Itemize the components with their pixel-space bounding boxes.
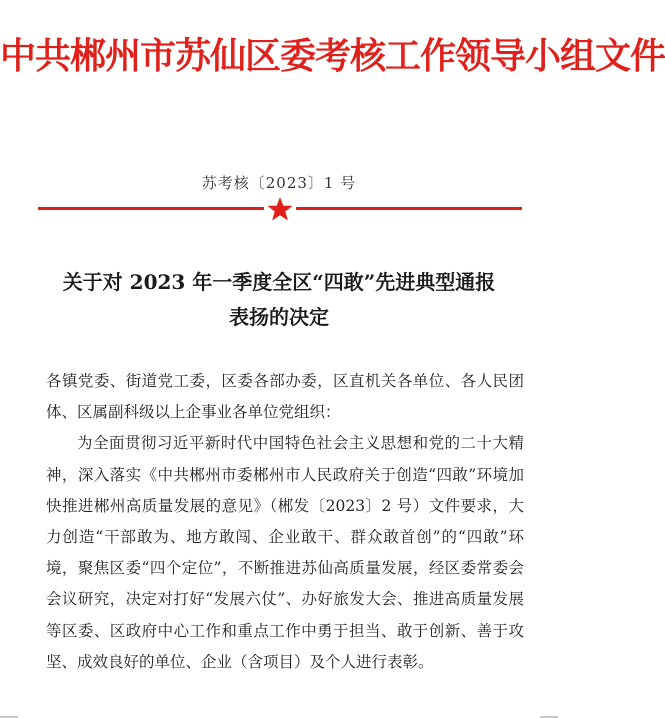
body-paragraph: 为全面贯彻习近平新时代中国特色社会主义思想和党的二十大精神，深入落实《中共郴州市委郴州市人民政府关于创造“四敢”环境加快推进郴州高质量发展的意见》（郴发〔2023〕2 号）文件要求，大力创造“干部敢为、地方敢闯、企业敢干、群众敢首创”的“四敢”环境，聚焦区委“四个定位”，不断推进苏仙高质量发展，经区委常委会会议研究，决定对打好“发展六仗”、办好旅发大会、推进高质量发展等区委、区政府中心工作和重点工作中勇于担当、敢于创新、善于攻坚、成效良好的单位、企业（含项目）及个人进行表彰。 xyxy=(46,434,524,671)
red-divider-left xyxy=(38,207,264,210)
document-body xyxy=(46,366,524,678)
document-masthead: 中共郴州市苏仙区委考核工作领导小组文件 xyxy=(0,35,665,77)
document-title-line-2: 表扬的决定 xyxy=(229,305,329,329)
document-number: 苏考核〔2023〕1 号 xyxy=(201,174,357,192)
star-icon xyxy=(266,197,294,221)
document-title-line-1: 关于对 2023 年一季度全区“四敢”先进典型通报 xyxy=(62,270,496,294)
salutation: 各镇党委、街道党工委，区委各部办委，区直机关各单位、各人民团体、区属副科级以上企事业各单位党组织： xyxy=(46,372,524,422)
red-divider-right xyxy=(296,207,522,210)
